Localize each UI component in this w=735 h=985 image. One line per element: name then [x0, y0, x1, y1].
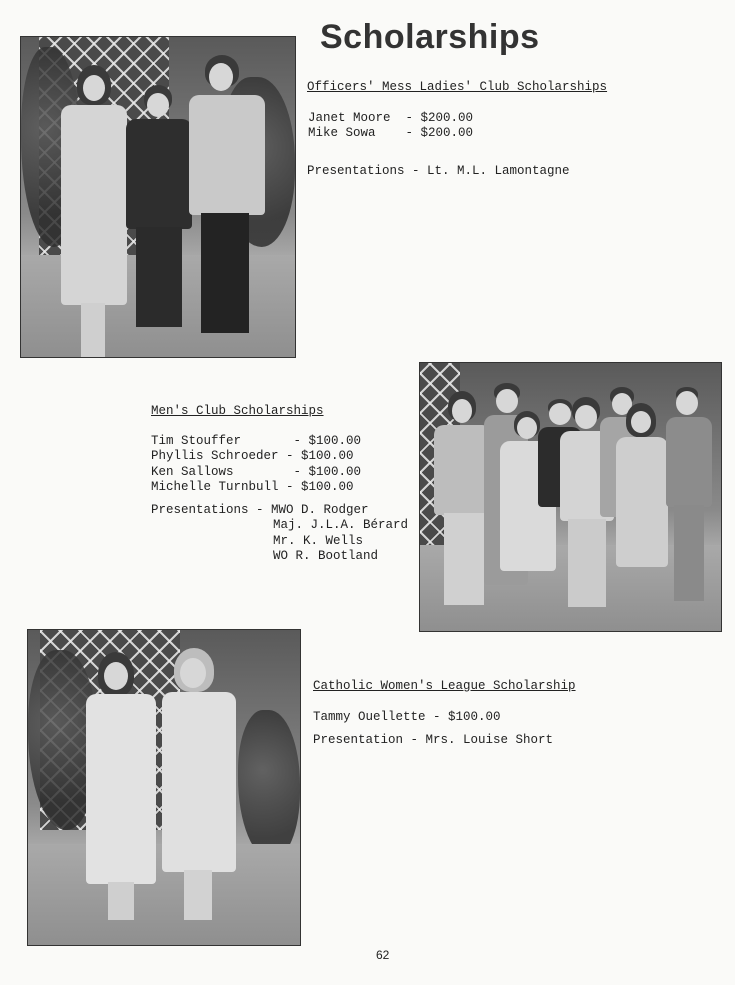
page-number: 62 — [376, 948, 390, 962]
presenter-line: WO R. Bootland — [273, 549, 379, 563]
photo-mens-club-recipients — [419, 362, 722, 632]
presentations-line: Presentations - MWO D. Rodger — [151, 503, 369, 517]
recipient-line: Mike Sowa - $200.00 — [308, 126, 474, 140]
recipient-line: Phyllis Schroeder - $100.00 — [151, 449, 354, 463]
recipient-line: Janet Moore - $200.00 — [308, 111, 474, 125]
photo-catholic-womens-league-recipient — [27, 629, 301, 946]
recipient-line: Michelle Turnbull - $100.00 — [151, 480, 354, 494]
presenter-line: Maj. J.L.A. Bérard — [273, 518, 409, 532]
section-heading-officers-mess: Officers' Mess Ladies' Club Scholarships — [307, 80, 608, 94]
page-title: Scholarships — [320, 18, 540, 56]
recipient-line: Ken Sallows - $100.00 — [151, 465, 362, 479]
photo-officers-mess-recipients — [20, 36, 296, 358]
presentations-line: Presentations - Lt. M.L. Lamontagne — [307, 164, 570, 178]
section-heading-catholic-womens-league: Catholic Women's League Scholarship — [313, 679, 576, 693]
recipient-line: Tammy Ouellette - $100.00 — [313, 710, 501, 724]
section-heading-mens-club: Men's Club Scholarships — [151, 404, 324, 418]
recipient-line: Tim Stouffer - $100.00 — [151, 434, 362, 448]
presentations-line: Presentation - Mrs. Louise Short — [313, 733, 554, 747]
presenter-line: Mr. K. Wells — [273, 534, 364, 548]
